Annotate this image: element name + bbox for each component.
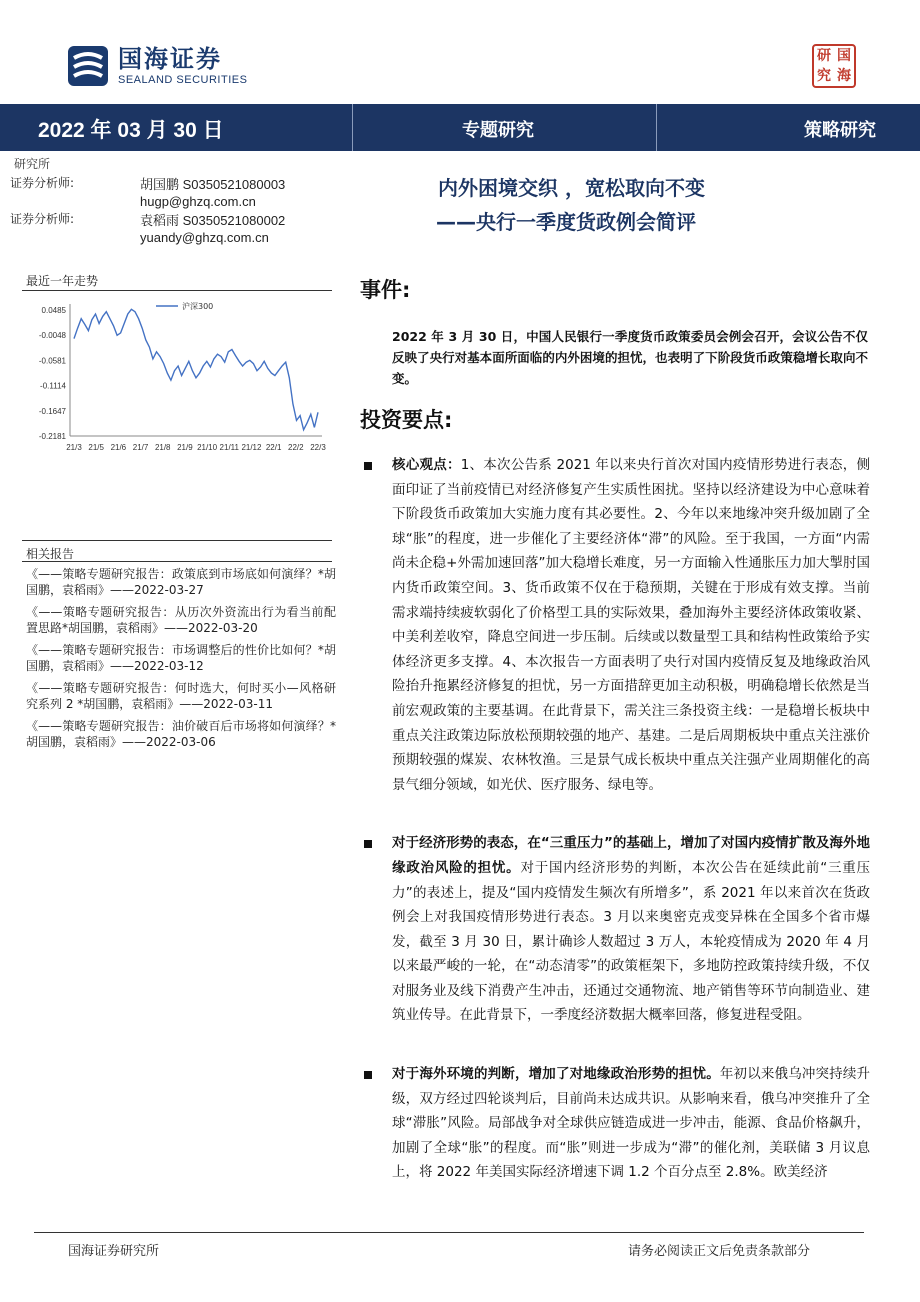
footer-rule (34, 1232, 864, 1233)
footer-institute: 国海证券研究所 (68, 1244, 160, 1259)
seal-char: 研 (817, 48, 831, 64)
series-line (74, 309, 318, 430)
x-tick-label: 22/2 (288, 443, 304, 452)
related-report-item[interactable]: 《——策略专题研究报告：油价破百后市场将如何演绎？*胡国鹏，袁稻雨》——2022-03-06 (26, 719, 336, 749)
analyst-role: 证券分析师: (10, 212, 75, 226)
report-category: 策略研究 (804, 120, 876, 141)
legend-label: 沪深300 (182, 302, 214, 311)
y-tick-label: -0.1647 (38, 406, 66, 416)
research-seal-stamp (812, 44, 856, 88)
related-rule (22, 561, 332, 562)
banner-divider (352, 104, 353, 151)
bullet-square-icon (364, 1071, 372, 1079)
investment-points-list (364, 453, 870, 1219)
footer-disclaimer: 请务必阅读正文后免责条款部分 (628, 1244, 811, 1259)
related-reports-title: 相关报告 (26, 547, 75, 561)
point-text: 对于国内经济形势的判断，本次公告在延续此前“三重压力”的表述上，提及“国内疫情发生频次有所增多”，系 2021 年以来首次在货政例会上对我国疫情形势进行表态。3 月以来奥密克戎变异株在全国多个省市爆发，截至 3 月 30 日，累计确诊人数超过 3 万人，本轮疫情成为 2020 年 4 月以来最严峻的一轮，在“动态清零”的政策框架下，多地防控政策持续升级，不仅对服务业及线下消费产生冲击，还通过交通物流、地产销售等环节向制造业、建筑业传导。在此背景下，一季度经济数据大概率回落，修复进程受阻。 (392, 859, 871, 1024)
x-tick-label: 21/11 (219, 443, 239, 452)
x-tick-label: 21/8 (154, 443, 171, 452)
event-heading: 事件: (360, 278, 411, 302)
analyst-role: 证券分析师: (10, 176, 75, 190)
related-report-item[interactable]: 《——策略专题研究报告：从历次外资流出行为看当前配置思路*胡国鹏，袁稻雨》——2022-03-20 (26, 605, 336, 635)
banner-divider (656, 104, 657, 151)
header-banner (0, 104, 920, 151)
analyst-name: 胡国鹏 S0350521080003 (140, 177, 286, 192)
point-lead: 对于经济形势的表态，在“三重压力”的基础上，增加了对国内疫情扩散及海外地缘政治风险的担忧。 (392, 835, 870, 876)
related-report-item[interactable]: 《——策略专题研究报告：政策底到市场底如何演绎？*胡国鹏，袁稻雨》——2022-03-27 (26, 567, 336, 597)
x-tick-label: 21/7 (132, 443, 149, 452)
logo-chinese-name: 国海证券 (118, 45, 222, 73)
institute-label: 研究所 (14, 157, 51, 171)
report-subtitle: ——央行一季度货政例会简评 (436, 210, 696, 234)
analyst-name: 袁稻雨 S0350521080002 (140, 213, 286, 228)
seal-char: 国 (837, 48, 851, 64)
point-text: 年初以来俄乌冲突持续升级，双方经过四轮谈判后，目前尚未达成共识。从影响来看，俄乌冲突推升了全球“滞胀”风险。局部战争对全球供应链造成进一步冲击，能源、食品价格飙升，加剧了全球“胀”的程度。而“胀”则进一步成为“滞”的催化剂，美联储 3 月议息上，将 2022 年美国实际经济增速下调 1.2 个百分点至 2.8%。欧美经济 (392, 1066, 871, 1181)
x-tick-label: 21/12 (241, 443, 262, 452)
seal-char: 究 (817, 68, 831, 84)
chart-bottom-rule (22, 540, 332, 541)
sealand-logo-icon (66, 44, 110, 88)
report-date: 2022 年 03 月 30 日 (38, 119, 224, 142)
report-title: 内外困境交织 ，宽松取向不变 (438, 176, 705, 200)
trend-chart (26, 296, 336, 466)
investment-point (364, 831, 870, 1028)
seal-char: 海 (837, 68, 851, 84)
logo-english-name: SEALAND SECURITIES (118, 74, 248, 86)
y-tick-label: 0.0485 (41, 306, 66, 315)
y-tick-label: -0.2181 (38, 432, 66, 441)
y-tick-label: -0.0048 (38, 331, 66, 341)
company-logo (66, 44, 247, 88)
chart-title: 最近一年走势 (26, 274, 99, 288)
investment-point (364, 453, 870, 797)
x-tick-label: 21/9 (177, 443, 193, 452)
trend-chart-svg (26, 296, 336, 466)
investment-point (364, 1062, 870, 1185)
y-tick-label: -0.1114 (40, 381, 66, 391)
points-heading: 投资要点: (360, 408, 453, 432)
chart-top-rule (22, 290, 332, 291)
bullet-square-icon (364, 462, 372, 470)
related-report-item[interactable]: 《——策略专题研究报告：市场调整后的性价比如何？*胡国鹏，袁稻雨》——2022-03-12 (26, 643, 336, 673)
related-reports-list (26, 566, 336, 756)
y-tick-label: -0.0581 (38, 356, 66, 366)
point-lead: 核心观点： (392, 457, 461, 473)
event-text: 2022 年 3 月 30 日，中国人民银行一季度货币政策委员会例会召开，会议公告不仅反映了央行对基本面所面临的内外困境的担忧，也表明了下阶段货币政策稳增长取向不变。 (392, 329, 868, 386)
bullet-square-icon (364, 840, 372, 848)
x-tick-label: 21/10 (197, 443, 218, 452)
related-report-item[interactable]: 《——策略专题研究报告：何时选大，何时买小—风格研究系列 2 *胡国鹏，袁稻雨》——2022-03-11 (26, 681, 336, 711)
x-tick-label: 22/3 (310, 443, 326, 452)
report-type: 专题研究 (462, 120, 534, 141)
point-text: 1、本次公告系 2021 年以来央行首次对国内疫情形势进行表态，侧面印证了当前疫情已对经济修复产生实质性困扰。坚持以经济建设为中心意味着下阶段货币政策加大实施力度有其必要性。2、今年以来地缘冲突升级加剧了全球“胀”的程度，进一步催化了主要经济体“滞”的风险。至于我国，一方面“内需尚未企稳+外需加速回落”加大稳增长难度，另一方面输入性通胀压力加大掣肘国内货币政策空间。3、货币政策不仅在于稳预期，关键在于形成有效支撑。当前需求端持续疲软弱化了价格型工具的实际效果，叠加海外主要经济体政策收紧、中美利差收窄，降息空间进一步压制。后续或以数量型工具和结构性政策给予实体经济更多支撑。4、本次报告一方面表明了央行对国内疫情反复及地缘政治风险抬升拖累经济修复的担忧，另一方面措辞更加主动积极，明确稳增长依然是当前宏观政策的主要基调。在此背景下，需关注三条投资主线：一是稳增长板块中重点关注政策边际放松预期较强的地产、基建。二是后周期板块中重点关注涨价预期较强的煤炭、农林牧渔。三是景气成长板块中重点关注强产业周期催化的高景气细分领域，如光伏、医疗服务、绿电等。 (392, 457, 871, 793)
x-tick-label: 21/3 (66, 443, 82, 452)
analyst-email[interactable]: yuandy@ghzq.com.cn (140, 230, 269, 245)
point-lead: 对于海外环境的判断，增加了对地缘政治形势的担忧。 (392, 1066, 720, 1083)
x-tick-label: 22/1 (265, 443, 282, 452)
x-tick-label: 21/6 (110, 443, 127, 452)
analyst-email[interactable]: hugp@ghzq.com.cn (140, 194, 256, 209)
x-tick-label: 21/5 (88, 443, 104, 452)
